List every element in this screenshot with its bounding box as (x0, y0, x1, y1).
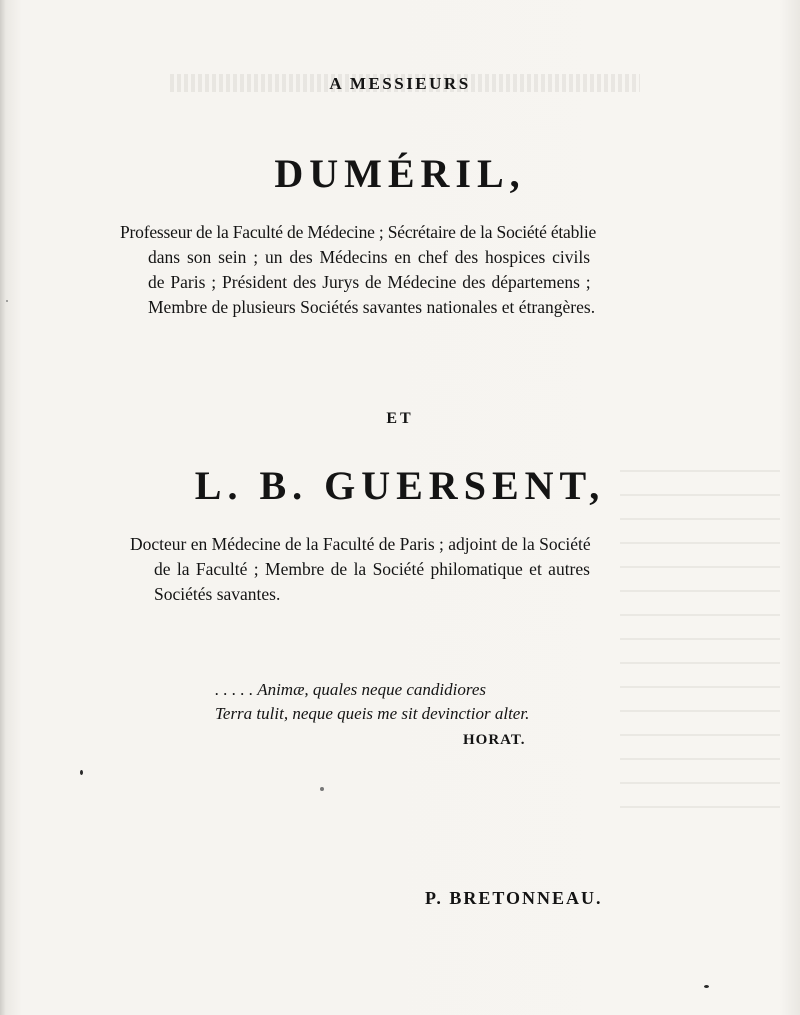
ink-speck (6, 300, 8, 302)
epigraph-line-2: Terra tulit, neque queis me sit devinctior alter. (215, 704, 530, 723)
second-titles-line-1: Docteur en Médecine de la Faculté de Paris ; adjoint de la Société (130, 534, 591, 554)
conjunction-et: ET (386, 410, 414, 427)
second-titles-line-3: Sociétés savantes. (154, 584, 281, 604)
ink-speck (320, 787, 324, 791)
ink-speck (704, 985, 709, 988)
second-dedicatee-name: L. B. GUERSENT, (194, 463, 606, 508)
first-titles-line-3: de Paris ; Président des Jurys de Médecine des départemens ; (148, 272, 591, 292)
second-titles-line-2: de la Faculté ; Membre de la Société philomatique et autres (154, 559, 590, 579)
first-titles-line-4: Membre de plusieurs Sociétés savantes nationales et étrangères. (148, 297, 596, 317)
dedication-heading: A MESSIEURS (329, 74, 471, 93)
first-dedicatee-name: DUMÉRIL, (274, 151, 526, 196)
bleed-through-lines (620, 470, 780, 820)
first-titles-line-2: dans son sein ; un des Médecins en chef des hospices civils (148, 247, 591, 267)
epigraph-attribution: HORAT. (463, 732, 526, 748)
first-titles-line-1: Professeur de la Faculté de Médecine ; Sécrétaire de la Société établie (120, 222, 597, 242)
ink-speck (80, 770, 83, 775)
author-signature: P. BRETONNEAU. (425, 888, 603, 908)
epigraph-line-1: . . . . . Animæ, quales neque candidiores (215, 680, 487, 699)
